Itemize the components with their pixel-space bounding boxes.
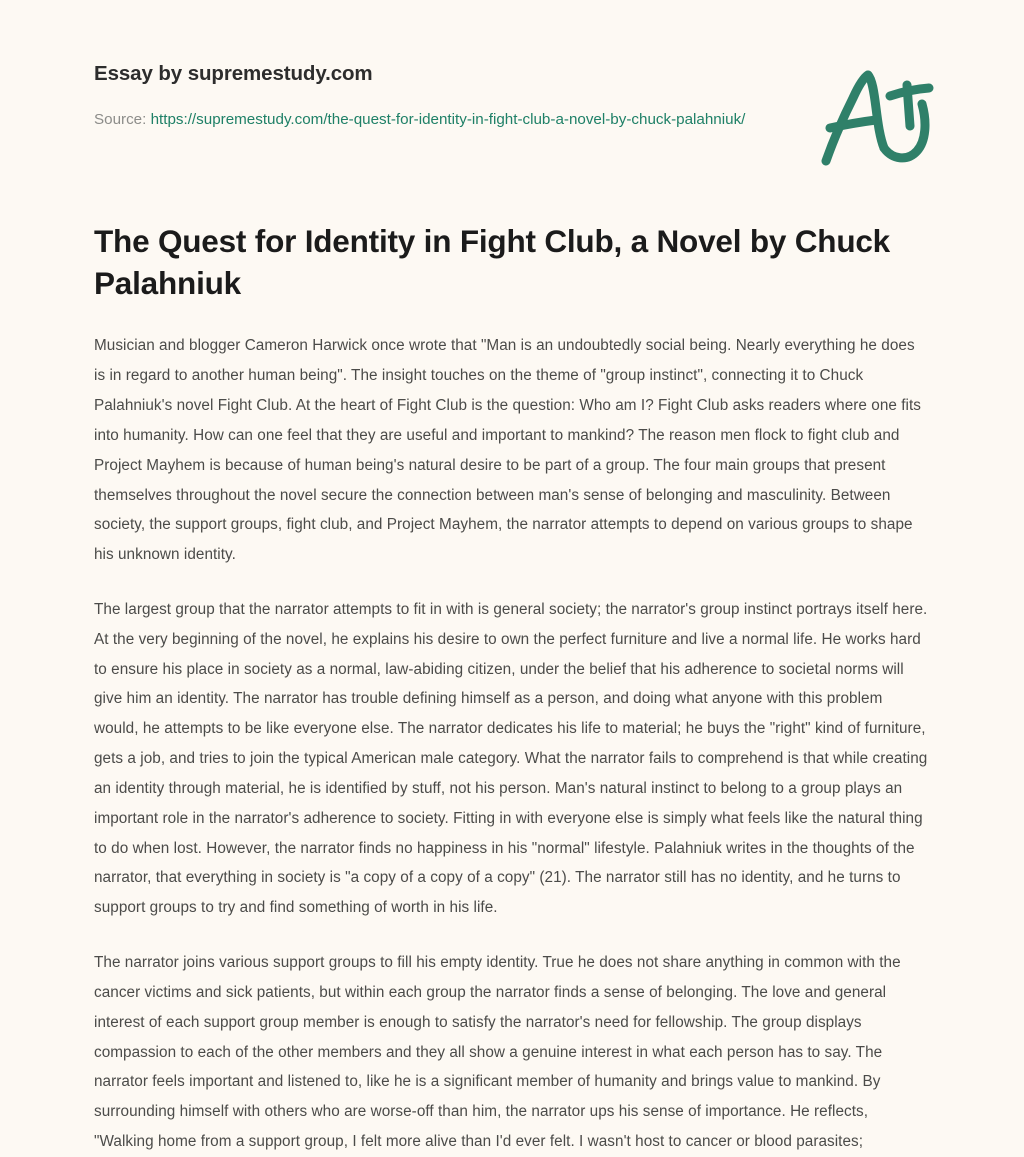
page-title: The Quest for Identity in Fight Club, a Novel by Chuck Palahniuk: [94, 223, 891, 301]
article-paragraph: The narrator joins various support groups to fill his empty identity. True he does not share anything in common with the cancer victims and sick patients, but within each group the narrator finds a sense of belonging. The love and general interest of each support group member is enough to satisfy the narrator's need for fellowship. The group displays compassion to each of the other members and they all show a genuine interest in what each person has to say. The narrator feels important and listened to, like he is a significant member of humanity and brings value to mankind. By surrounding himself with others who are worse-off than him, the narrator ups his sense of importance. He reflects, "Walking home from a support group, I felt more alive than I'd ever felt. I wasn't host to cancer or blood parasites;: [94, 954, 901, 1151]
source-line: [94, 108, 774, 133]
byline: Essay by supremestudy.com: [94, 62, 373, 85]
aplus-logo: [808, 58, 938, 178]
article-body: [94, 304, 930, 1157]
article-paragraph: Musician and blogger Cameron Harwick once wrote that "Man is an undoubtedly social being. Nearly everything he does is in regard to another human being". The insight touches on the theme of "group instinct", connecting it to Chuck Palahniuk's novel Fight Club. At the heart of Fight Club is the question: Who am I? Fight Club asks readers where one fits into humanity. How can one feel that they are useful and important to mankind? The reason men flock to fight club and Project Mayhem is because of human being's natural desire to be part of a group. The four main groups that present themselves throughout the novel secure the connection between man's sense of belonging and masculinity. Between society, the support groups, fight club, and Project Mayhem, the narrator attempts to depend on various groups to shape his unknown identity.: [94, 337, 921, 564]
article-paragraph: The largest group that the narrator attempts to fit in with is general society; the narrator's group instinct portrays itself here. At the very beginning of the novel, he explains his desire to own the perfect furniture and live a normal life. He works hard to ensure his place in society as a normal, law-abiding citizen, under the belief that his adherence to societal norms will give him an identity. The narrator has trouble defining himself as a person, and doing what anyone with this problem would, he attempts to be like everyone else. The narrator dedicates his life to material; he buys the "right" kind of furniture, gets a job, and tries to join the typical American male category. What the narrator fails to comprehend is that while creating an identity through material, he is identified by stuff, not his person. Man's natural instinct to belong to a group plays an important role in the narrator's adherence to society. Fitting in with everyone else is simply what feels like the natural thing to do when lost. However, the narrator finds no happiness in his "normal" lifestyle. Palahniuk writes in the thoughts of the narrator, that everything in society is "a copy of a copy of a copy" (21). The narrator still has no identity, and he turns to support groups to try and find something of worth in his life.: [94, 601, 928, 917]
source-label: Source:: [94, 110, 151, 128]
source-url-link[interactable]: https://supremestudy.com/the-quest-for-identity-in-fight-club-a-novel-by-chuck-palahniuk/: [150, 110, 746, 128]
page-header: [94, 0, 930, 132]
